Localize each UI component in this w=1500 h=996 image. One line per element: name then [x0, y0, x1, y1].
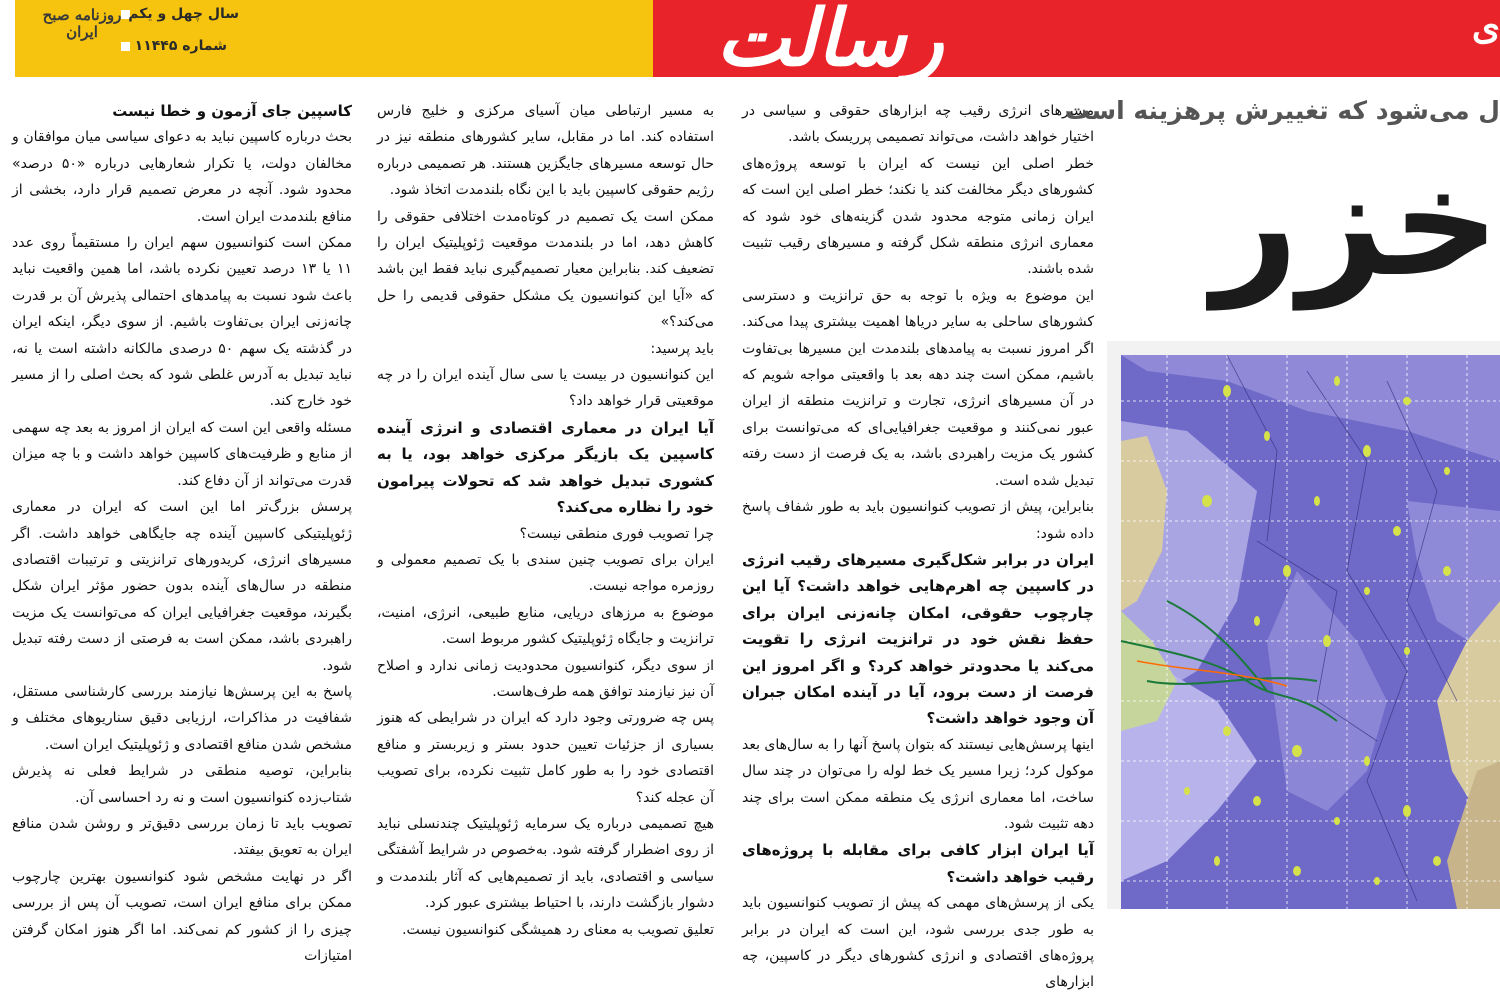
- subheading: آیا ایران در معماری اقتصادی و انرژی آینده کاسپین یک بازیگر مرکزی خواهد بود، یا به کشوری تبدیل خواهد شد که تحولات پیرامون خود را نظاره می‌کند؟: [377, 418, 714, 517]
- subheading: آیا ایران ابزار کافی برای مقابله با پروژه‌های رقیب خواهد داشت؟: [742, 841, 1094, 886]
- newspaper-brand: روزنامه صبح ایران: [42, 6, 122, 41]
- subheading: کاسپین جای آزمون و خطا نیست: [112, 102, 352, 120]
- paragraph: پاسخ به این پرسش‌ها نیازمند بررسی کارشناسی مستقل، شفافیت در مذاکرات، ارزیابی دقیق سناریوهای مختلف و مشخص شدن منافع اقتصادی و ژئوپلیتیک ایران است.: [12, 683, 352, 753]
- paragraph: اگر در نهایت مشخص شود کنوانسیون بهترین چارچوب ممکن برای منافع ایران است، تصویب آن پس از بررسی چیزی را از کشور کم نمی‌کند. اما اگر هنوز امکان گرفتن امتیازات: [12, 868, 352, 964]
- paragraph: پس چه ضرورتی وجود دارد که ایران در شرایطی که هنوز بسیاری از جزئیات تعیین حدود بستر و زیربستر و منافع اقتصادی خود را به طور کامل تثبیت نکرده، برای تصویب آن عجله کند؟: [377, 710, 714, 806]
- article-column-1: [12, 98, 352, 969]
- article-column-2: [377, 98, 714, 943]
- paragraph: ممکن است کنوانسیون سهم ایران را مستقیماً روی عدد ۱۱ یا ۱۳ درصد تعیین نکرده باشد، اما همین واقعیت نباید باعث شود نسبت به پیامدهای احتمالی پذیرش آن بر قدرت چانه‌زنی ایران بی‌تفاوت باشیم. از سوی دیگر، اینکه ایران در گذشته یک سهم ۵۰ درصدی مالکانه داشته است یا نه، نباید تبدیل به آدرس غلطی شود که بحث اصلی را از مسیر خود خارج کند.: [12, 235, 353, 410]
- paragraph: این کنوانسیون در بیست یا سی سال آینده ایران را در چه موقعیتی قرار خواهد داد؟: [377, 367, 714, 410]
- paragraph: بحث درباره کاسپین نباید به دعوای سیاسی میان موافقان و مخالفان دولت، یا تکرار شعارهایی درباره «۵۰ درصد» محدود شود. آنچه در معرض تصمیم قرار دارد، بخشی از منافع بلندمدت ایران است.: [12, 129, 352, 225]
- paragraph: هیچ تصمیمی درباره یک سرمایه ژئوپلیتیک چندنسلی نباید از روی اضطرار گرفته شود. به‌خصوص در شرایط آشفتگی سیاسی و اقتصادی، باید از تصمیم‌هایی که آثار بلندمدت و دشوار بازگشت دارند، با احتیاط بیشتری عبور کرد.: [377, 815, 714, 912]
- article-column-3: [742, 98, 1094, 996]
- paragraph: خطر اصلی این نیست که ایران با توسعه پروژه‌های کشورهای دیگر مخالفت کند یا نکند؛ خطر اصلی این است که ایران زمانی متوجه محدود شدن گزینه‌های خود شود که معماری انرژی منطقه شکل گرفته و مسیرهای رقیب تثبیت شده باشند.: [742, 155, 1094, 278]
- paragraph: موضوع به مرزهای دریایی، منابع طبیعی، انرژی، امنیت، ترانزیت و جایگاه ژئوپلیتیک کشور مربوط است.: [377, 604, 714, 648]
- cut-off-heading-fragment: ی: [1471, 6, 1500, 48]
- paragraph: تعلیق تصویب به معنای رد همیشگی کنوانسیون نیست.: [402, 921, 714, 938]
- paragraph: چرا تصویب فوری منطقی نیست؟: [519, 525, 714, 542]
- headline-banner: ل می‌شود که تغییرش پرهزینه است: [1065, 96, 1500, 125]
- paragraph: ممکن است یک تصمیم در کوتاه‌مدت اختلافی حقوقی را کاهش دهد، اما در بلندمدت موقعیت ژئوپلیتیک ایران را تضعیف کند. بنابراین معیار تصمیم‌گیری نباید فقط این باشد که «آیا این کنوانسیون یک مشکل حقوقی قدیمی را حل می‌کند؟»: [377, 208, 714, 331]
- paragraph: ایران برای تصویب چنین سندی با یک تصمیم معمولی و روزمره مواجه نیست.: [377, 551, 714, 595]
- paragraph: این موضوع به ویژه با توجه به حق ترانزیت و دسترسی کشورهای ساحلی به سایر دریاها اهمیت بیشتری پیدا می‌کند. اگر امروز نسبت به پیامدهای بلندمدت این مسیرها بی‌تفاوت باشیم، ممکن است چند دهه بعد با واقعیتی مواجه شویم که در آن مسیرهای انرژی، تجارت و ترانزیت منطقه از ایران عبور نمی‌کنند و موقعیت جغرافیایی‌ای که می‌توانست برای کشور یک مزیت راهبردی باشد، به یک فرصت از دست رفته تبدیل شده است.: [742, 287, 1094, 489]
- headline-big-word: خزر: [1212, 136, 1500, 310]
- paragraph: باید پرسید:: [650, 340, 714, 357]
- paragraph: اینها پرسش‌هایی نیستند که بتوان پاسخ آنها را به سال‌های بعد موکول کرد؛ زیرا مسیر یک خط لوله را می‌توان در چند سال ساخت، اما معماری انرژی یک منطقه ممکن است برای چند دهه تثبیت شود.: [741, 736, 1094, 832]
- paragraph: بنابراین، توصیه منطقی در شرایط فعلی نه پذیرش شتاب‌زده کنوانسیون است و نه رد احساسی آن.: [12, 763, 352, 806]
- paragraph: یکی از پرسش‌های مهمی که پیش از تصویب کنوانسیون باید به طور جدی بررسی شود، این است که ایران در برابر پروژه‌های اقتصادی و انرژی کشورهای دیگر در کاسپین، چه ابزارهای: [742, 895, 1094, 991]
- masthead-info-bar: [15, 0, 653, 77]
- subheading: ایران در برابر شکل‌گیری مسیرهای رقیب انرژی در کاسپین چه اهرم‌هایی خواهد داشت؟ آیا این چارچوب حقوقی، امکان چانه‌زنی ایران برای حفظ نقش خود در ترانزیت انرژی را تقویت می‌کند یا محدودتر خواهد کرد؟ و اگر امروز این فرصت از دست برود، آیا در آینده امکان جبران آن وجود خواهد داشت؟: [742, 550, 1094, 728]
- year-line: سال چهل و یکم: [128, 6, 239, 22]
- paragraph: بنابراین، پیش از تصویب کنوانسیون باید به طور شفاف پاسخ داده شود:: [742, 499, 1094, 542]
- issue-line: شماره ۱۱۴۴۵: [134, 38, 227, 54]
- paragraph: مسیرهای انرژی رقیب چه ابزارهای حقوقی و سیاسی در اختیار خواهد داشت، می‌تواند تصمیمی پرریسک باشد.: [742, 103, 1094, 146]
- newspaper-logo: رسالت: [716, 0, 944, 84]
- masthead: [0, 0, 1500, 84]
- paragraph: به مسیر ارتباطی میان آسیای مرکزی و خلیج فارس استفاده کند. اما در مقابل، سایر کشورهای منطقه نیز در حال توسعه مسیرهای جایگزین هستند. هر تصمیمی درباره رژیم حقوقی کاسپین باید با این نگاه بلندمدت اتخاذ شود.: [377, 103, 714, 199]
- caspian-map-image: [1107, 341, 1500, 909]
- bullet-icon: [121, 42, 130, 51]
- paragraph: مسئله واقعی این است که ایران از امروز به بعد چه سهمی از منابع و ظرفیت‌های کاسپین خواهد داشت و با چه میزان قدرت می‌تواند از آن دفاع کند.: [12, 419, 352, 489]
- paragraph: تصویب باید تا زمان بررسی دقیق‌تر و روشن شدن منافع ایران به تعویق بیفتد.: [12, 815, 352, 859]
- paragraph: از سوی دیگر، کنوانسیون محدودیت زمانی ندارد و اصلاح آن نیز نیازمند توافق همه طرف‌هاست.: [377, 657, 714, 700]
- paragraph: پرسش بزرگ‌تر اما این است که ایران در معماری ژئوپلیتیکی کاسپین آینده چه جایگاهی خواهد داشت. اگر مسیرهای انرژی، کریدورهای ترانزیتی و ترتیبات اقتصادی منطقه در سال‌های آینده بدون حضور مؤثر ایران شکل بگیرند، موقعیت جغرافیایی ایران که می‌توانست یک مزیت راهبردی باشد، ممکن است به فرصتی از دست رفته تبدیل شود.: [12, 499, 352, 674]
